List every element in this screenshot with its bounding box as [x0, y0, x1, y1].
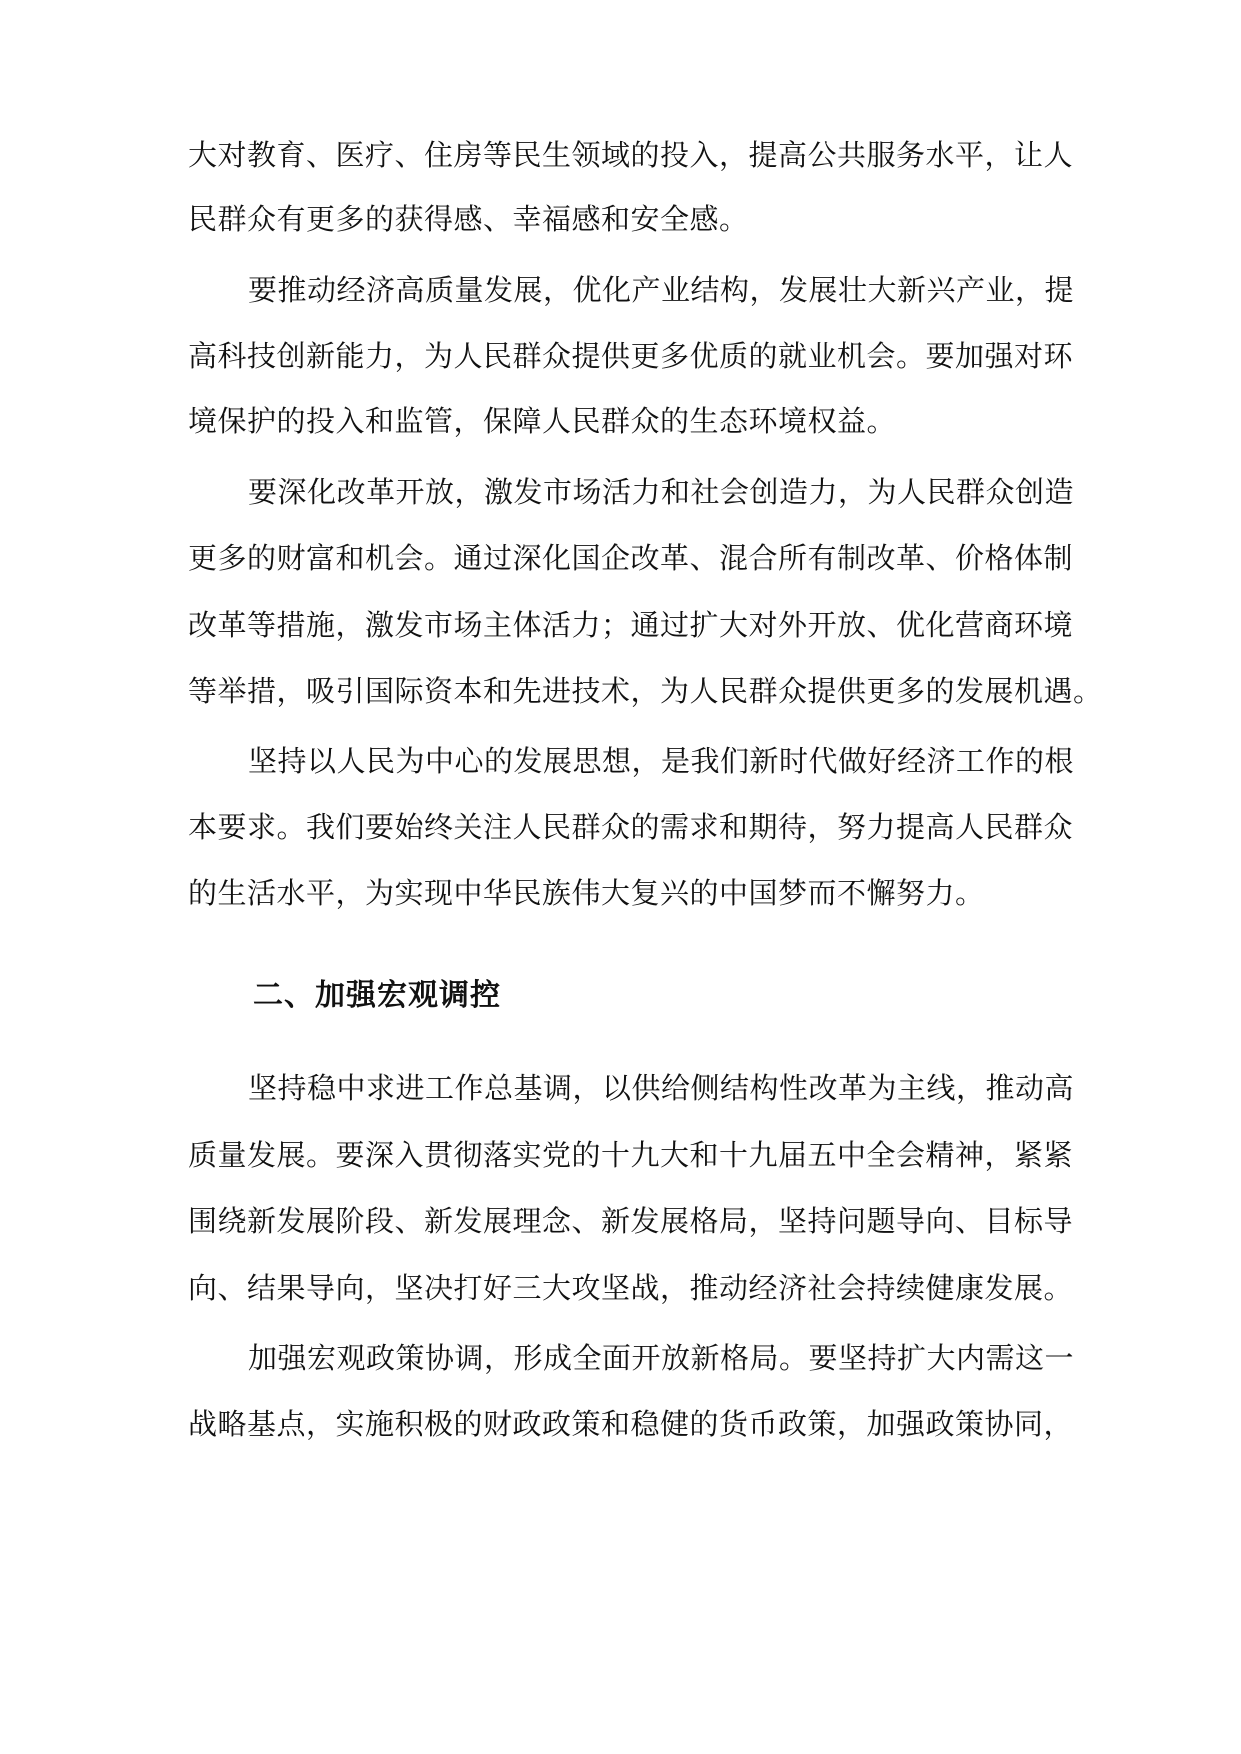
section-paragraph-1-line-4: 向、结果导向，坚决打好三大攻坚战，推动经济社会持续健康发展。 [188, 1271, 1074, 1305]
paragraph-1-line-2: 民群众有更多的获得感、幸福感和安全感。 [188, 202, 749, 236]
paragraph-3-line-4: 等举措，吸引国际资本和先进技术，为人民群众提供更多的发展机遇。 [188, 674, 1103, 708]
paragraph-2-line-1: 要推动经济高质量发展，优化产业结构，发展壮大新兴产业，提 [248, 273, 1075, 307]
section-paragraph-1-line-3: 围绕新发展阶段、新发展理念、新发展格局，坚持问题导向、目标导 [188, 1204, 1074, 1238]
section-paragraph-1-line-2: 质量发展。要深入贯彻落实党的十九大和十九届五中全会精神，紧紧 [188, 1138, 1074, 1172]
section-heading: 二、加强宏观调控 [253, 978, 501, 1013]
paragraph-4-line-3: 的生活水平，为实现中华民族伟大复兴的中国梦而不懈努力。 [188, 876, 985, 910]
section-paragraph-2-line-2: 战略基点，实施积极的财政政策和稳健的货币政策，加强政策协同， [188, 1407, 1074, 1441]
paragraph-2-line-2: 高科技创新能力，为人民群众提供更多优质的就业机会。要加强对环 [188, 339, 1074, 373]
section-paragraph-2-line-1: 加强宏观政策协调，形成全面开放新格局。要坚持扩大内需这一 [248, 1341, 1075, 1375]
paragraph-1-line-1: 大对教育、医疗、住房等民生领域的投入，提高公共服务水平，让人 [188, 138, 1074, 172]
paragraph-3-line-3: 改革等措施，激发市场主体活力；通过扩大对外开放、优化营商环境 [188, 608, 1074, 642]
section-paragraph-1-line-1: 坚持稳中求进工作总基调，以供给侧结构性改革为主线，推动高 [248, 1071, 1075, 1105]
paragraph-4-line-2: 本要求。我们要始终关注人民群众的需求和期待，努力提高人民群众 [188, 810, 1074, 844]
paragraph-2-line-3: 境保护的投入和监管，保障人民群众的生态环境权益。 [188, 404, 897, 438]
paragraph-3-line-1: 要深化改革开放，激发市场活力和社会创造力，为人民群众创造 [248, 475, 1075, 509]
paragraph-4-line-1: 坚持以人民为中心的发展思想，是我们新时代做好经济工作的根 [248, 744, 1075, 778]
paragraph-3-line-2: 更多的财富和机会。通过深化国企改革、混合所有制改革、价格体制 [188, 541, 1074, 575]
